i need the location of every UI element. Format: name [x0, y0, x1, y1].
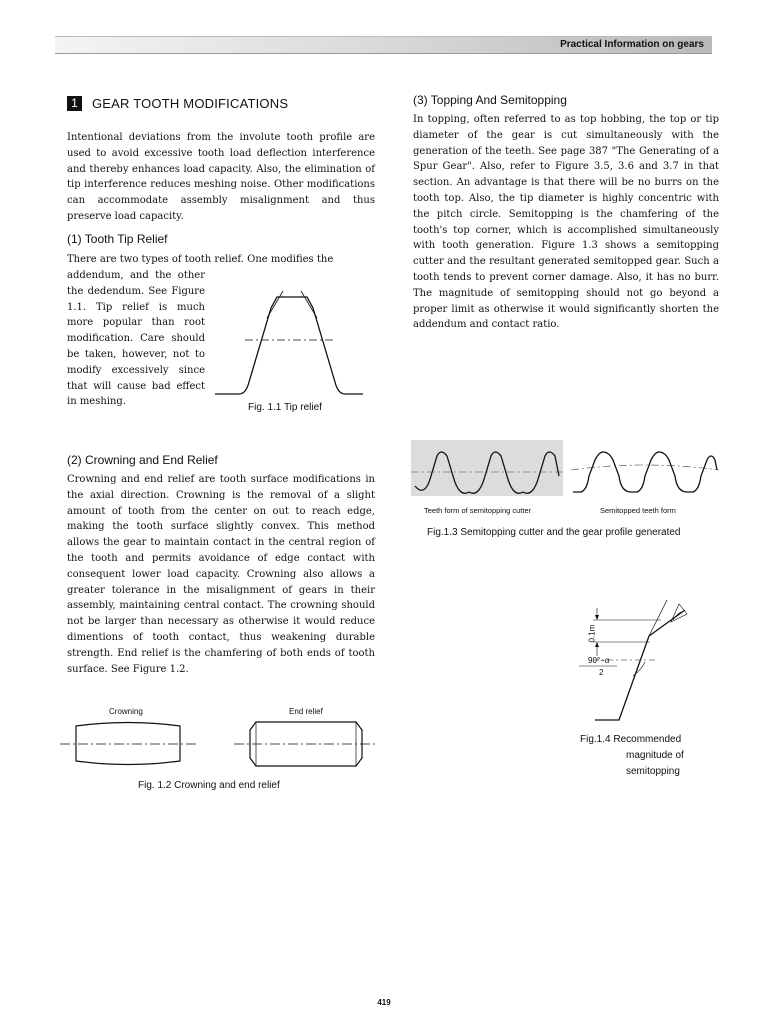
tooth-flank-line: [595, 610, 685, 720]
fig-1-4-caption-line1: Fig.1.4 Recommended: [580, 734, 682, 745]
fig-1-3-drawing: [411, 440, 719, 500]
semitopped-label: Semitopped teeth form: [600, 506, 676, 515]
crowning-paragraph: Crowning and end relief are tooth surface modifications in the axial direction. Crowning is the removal of a slight amount of tooth from the center on out to reach edge, making the tooth surface slightly convex. This method allows the gear to maintain contact in the central region of the tooth and permits avoidance of edge contact with consequent lower load capacity. Crowning also allows a greater tolerance in the misalignment of gears in their assembly, maintaining central contact. The crowning should not be larger than necessary as otherwise it would reduce dimentions of tooth contact, thus weakening durable strength. End relief is the chamfering of both ends of tooth surface. See Figure 1.2.: [67, 474, 375, 675]
topping-heading: (3) Topping And Semitopping: [413, 93, 567, 107]
header-title: Practical Information on gears: [560, 39, 704, 50]
end-relief-label: End relief: [289, 707, 323, 716]
section-number: 1: [67, 96, 82, 111]
semitopped-gear-profile: [573, 452, 717, 492]
fig-1-1-caption: Fig. 1.1 Tip relief: [248, 402, 322, 413]
header-bar: [55, 36, 712, 54]
tip-relief-para1: There are two types of tooth relief. One modifies the: [67, 254, 334, 265]
angle-label-numerator: 90°−α: [588, 656, 610, 665]
tip-relief-para2: addendum, and the other the dedendum. See Figure 1.1. Tip relief is much more popular than root modification. Care should be taken, however, not to modify excessively since that will cause bad effect in meshing.: [67, 270, 205, 408]
angle-label-denominator: 2: [599, 668, 604, 677]
fig-1-2-caption: Fig. 1.2 Crowning and end relief: [138, 780, 280, 791]
fig-1-2-drawing: [60, 718, 380, 768]
dimension-label: 0.1m: [587, 624, 597, 643]
crowning-label: Crowning: [109, 707, 143, 716]
end-relief-shape: [234, 722, 376, 766]
tip-relief-figure: [215, 290, 365, 400]
section-title: GEAR TOOTH MODIFICATIONS: [92, 96, 289, 111]
crowning-shape: [60, 723, 198, 765]
fig-1-4-drawing: [575, 600, 705, 730]
cutter-label: Teeth form of semitopping cutter: [424, 506, 532, 515]
fig-1-3-caption: Fig.1.3 Semitopping cutter and the gear profile generated: [427, 527, 681, 538]
intro-paragraph: Intentional deviations from the involute tooth profile are used to avoid excessive tooth load deflection interference and thereby enhances load capacity. Also, the elimination of tip interference reduces meshing noise. Other modifications can accommodate assembly misalignment and thus preserve load capacity.: [67, 132, 375, 222]
topping-paragraph: In topping, often referred to as top hobbing, the top or tip diameter of the gear is cut simultaneously with the generation of the teeth. See page 387 "The Generating of a Spur Gear". Also, refer to Figure 3.5, 3.6 and 3.7 in that section. An advantage is that there will be no burrs on the tooth top. Also, the tip diameter is highly concentric with the pitch circle. Semitopping is the chamfering of the tooth's top corner, which is accomplished simultaneously with tooth generation. Figure 1.3 shows a semitopping cutter and the resultant generated semitopped gear. Such a tooth tends to prevent corner damage. Also, it has no burr. The magnitude of semitopping should not go beyond a proper limit as otherwise it would significantly shorten the addendum and contact ratio.: [413, 114, 719, 331]
crowning-heading: (2) Crowning and End Relief: [67, 453, 218, 467]
page-number: 419: [377, 998, 391, 1007]
tip-relief-heading: (1) Tooth Tip Relief: [67, 232, 168, 246]
fig-1-4-caption-line3: semitopping: [626, 766, 680, 777]
section-heading: [67, 96, 288, 111]
fig-1-4-caption-line2: magnitude of: [626, 750, 684, 761]
